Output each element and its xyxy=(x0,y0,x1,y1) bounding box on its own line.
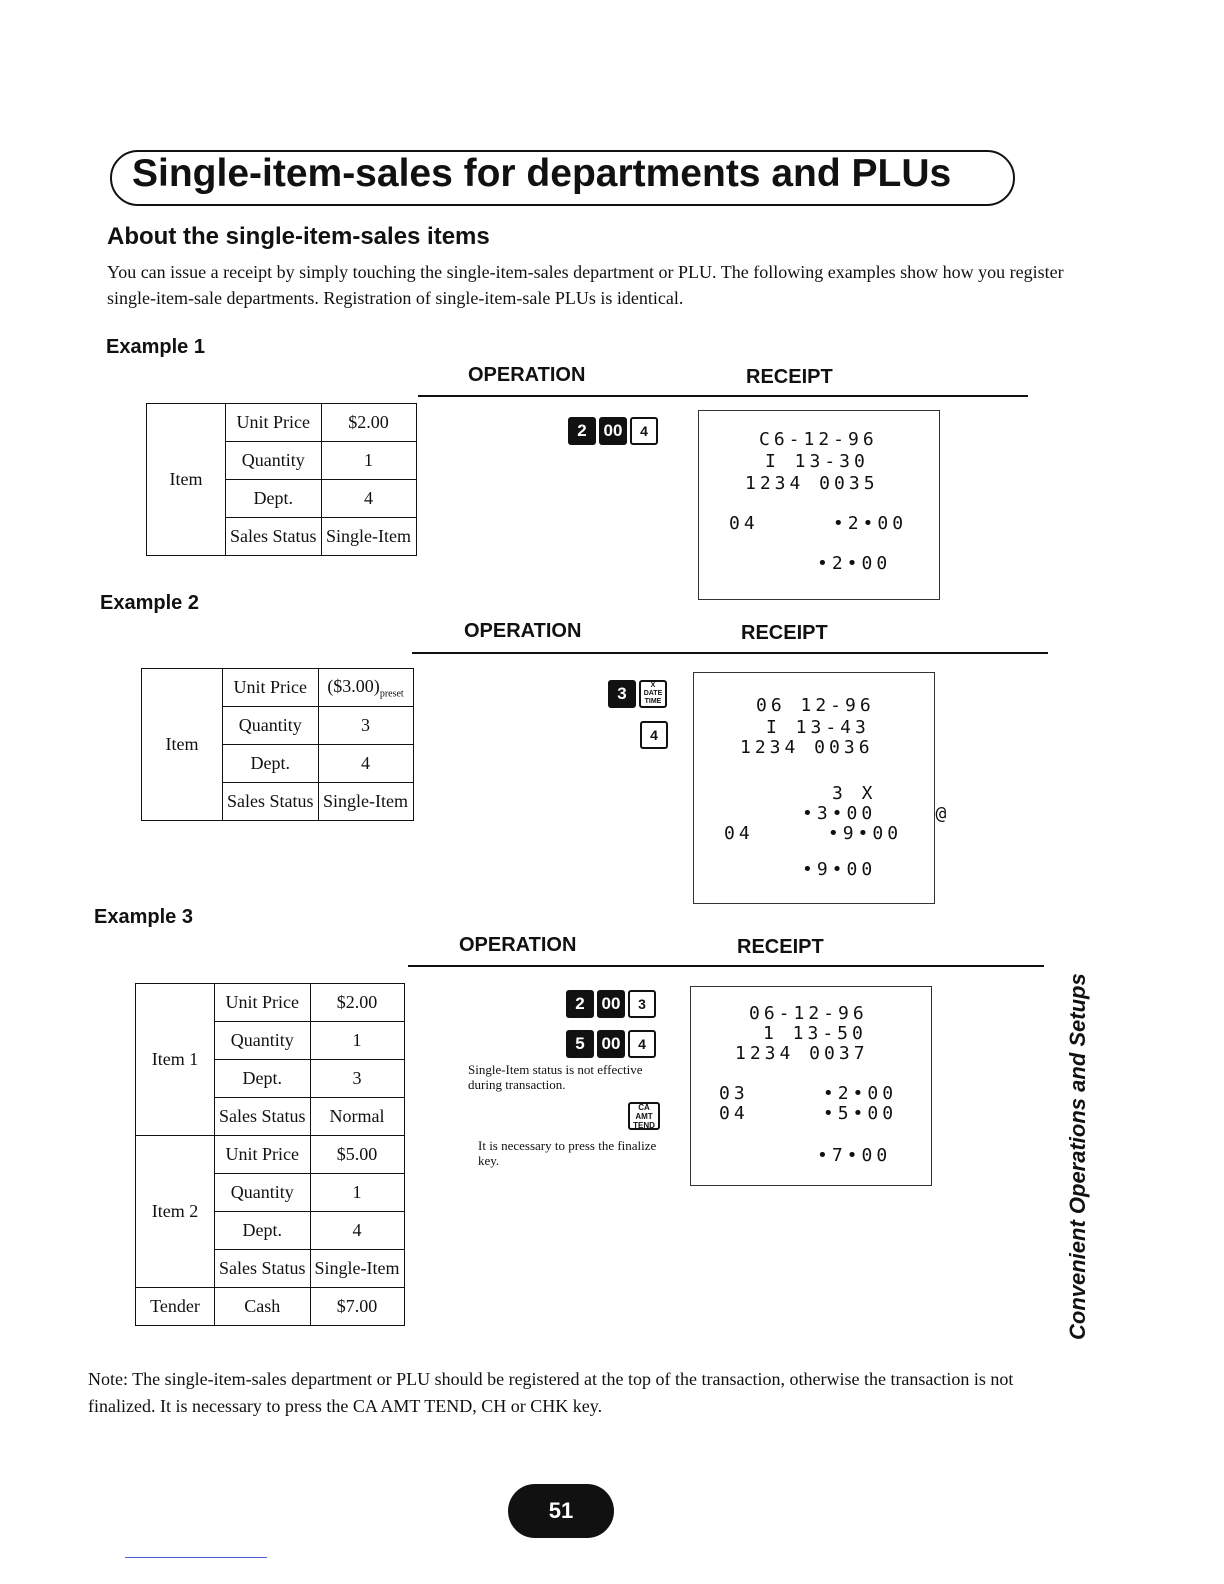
spec-key: Quantity xyxy=(223,707,319,745)
key-dept-4: 4 xyxy=(628,1030,656,1058)
spec-key: Sales Status xyxy=(223,783,319,821)
receipt-line: 1234 0037 xyxy=(735,1043,869,1064)
key-2: 2 xyxy=(568,417,596,445)
receipt-line: 1 13-50 xyxy=(763,1023,867,1044)
spec-key: Cash xyxy=(215,1288,311,1326)
receipt-total: •7•00 xyxy=(817,1145,892,1166)
receipt-line: 3 X xyxy=(832,783,877,804)
receipt-line: 1234 0035 xyxy=(745,473,879,494)
spec-key: Quantity xyxy=(226,442,322,480)
key-3: 3 xyxy=(608,680,636,708)
ex1-receipt-heading: RECEIPT xyxy=(746,366,833,388)
spec-key: Sales Status xyxy=(215,1250,311,1288)
ex3-header-rule xyxy=(408,965,1044,967)
ex2-key-sequence-2 xyxy=(640,721,668,749)
receipt-line: I 13-43 xyxy=(766,717,870,738)
key-5: 5 xyxy=(566,1030,594,1058)
ex1-spec-table xyxy=(146,403,417,556)
ex2-header-rule xyxy=(412,652,1048,654)
ex1-item-label: Item xyxy=(147,404,226,556)
key-dept-3: 3 xyxy=(628,990,656,1018)
receipt-line: 04 •2•00 xyxy=(729,513,908,534)
footer-rule xyxy=(125,1557,267,1558)
spec-key: Dept. xyxy=(223,745,319,783)
spec-value: 1 xyxy=(321,442,416,480)
spec-value: 1 xyxy=(310,1174,404,1212)
spec-key: Unit Price xyxy=(215,1136,311,1174)
ex1-receipt xyxy=(698,410,940,600)
spec-key: Unit Price xyxy=(226,404,322,442)
ex2-receipt xyxy=(693,672,951,904)
receipt-line: I 13-30 xyxy=(765,451,869,472)
ex3-key-sequence-3 xyxy=(628,1102,660,1130)
spec-value: $7.00 xyxy=(310,1288,404,1326)
ex3-receipt-heading: RECEIPT xyxy=(737,936,824,958)
spec-value: $2.00 xyxy=(310,984,404,1022)
ex1-operation-heading: OPERATION xyxy=(468,364,586,386)
spec-key: Sales Status xyxy=(226,518,322,556)
spec-value: 1 xyxy=(310,1022,404,1060)
key-00: 00 xyxy=(597,1030,625,1058)
ex3-note-single-item: Single-Item status is not effective during transaction. xyxy=(468,1062,643,1092)
ex3-operation-heading: OPERATION xyxy=(459,934,577,956)
spec-key: Dept. xyxy=(215,1060,311,1098)
preset-value: ($3.00) xyxy=(327,675,380,696)
spec-key: Dept. xyxy=(215,1212,311,1250)
spec-value: 4 xyxy=(321,480,416,518)
spec-value: Single-Item xyxy=(321,518,416,556)
ex1-key-sequence xyxy=(568,417,658,445)
key-00: 00 xyxy=(599,417,627,445)
receipt-line: 03 •2•00 xyxy=(719,1083,898,1104)
section-heading: About the single-item-sales items xyxy=(107,223,490,250)
spec-value: 3 xyxy=(310,1060,404,1098)
key-dept-4: 4 xyxy=(640,721,668,749)
spec-key: Quantity xyxy=(215,1174,311,1212)
ex2-receipt-heading: RECEIPT xyxy=(741,622,828,644)
receipt-total: •9•00 xyxy=(802,859,877,880)
receipt-line: 06 12-96 xyxy=(756,695,875,716)
side-section-label: Convenient Operations and Setups xyxy=(1065,973,1090,1340)
receipt-line: 04 •5•00 xyxy=(719,1103,898,1124)
receipt-line: •3•00 @ xyxy=(802,803,951,824)
ex3-note-finalize: It is necessary to press the finalize key. xyxy=(478,1138,657,1168)
key-dept-4: 4 xyxy=(630,417,658,445)
ex2-operation-heading: OPERATION xyxy=(464,620,582,642)
spec-value xyxy=(318,669,413,707)
ex2-key-sequence-1 xyxy=(608,680,667,708)
spec-key: Unit Price xyxy=(215,984,311,1022)
receipt-total: •2•00 xyxy=(817,553,892,574)
page-title: Single-item-sales for departments and PLUs xyxy=(132,152,952,195)
spec-key: Sales Status xyxy=(215,1098,311,1136)
spec-value: Single-Item xyxy=(310,1250,404,1288)
receipt-line: 1234 0036 xyxy=(740,737,874,758)
example-3-label: Example 3 xyxy=(94,906,193,928)
spec-value: Single-Item xyxy=(318,783,413,821)
key-ca-amt-tend: CA AMT TEND xyxy=(628,1102,660,1130)
ex1-header-rule xyxy=(418,395,1028,397)
spec-value: Normal xyxy=(310,1098,404,1136)
ex3-spec-table xyxy=(135,983,405,1326)
ex2-item-label: Item xyxy=(142,669,223,821)
receipt-line: 04 •9•00 xyxy=(724,823,903,844)
ex3-receipt xyxy=(690,986,932,1186)
spec-value: 3 xyxy=(318,707,413,745)
key-multiply-date-time: X DATE TIME xyxy=(639,680,667,708)
ex3-tender-label: Tender xyxy=(136,1288,215,1326)
spec-key: Quantity xyxy=(215,1022,311,1060)
receipt-line: C6-12-96 xyxy=(759,429,878,450)
spec-key: Dept. xyxy=(226,480,322,518)
spec-key: Unit Price xyxy=(223,669,319,707)
ex2-spec-table xyxy=(141,668,414,821)
intro-paragraph: You can issue a receipt by simply touching the single-item-sales department or PLU. The following examples show how you register single-item-sale departments. Registration of single-item-sale PLUs is identical. xyxy=(107,262,1064,308)
receipt-line: 06-12-96 xyxy=(749,1003,868,1024)
key-00: 00 xyxy=(597,990,625,1018)
spec-value: $5.00 xyxy=(310,1136,404,1174)
key-2: 2 xyxy=(566,990,594,1018)
ex3-item1-label: Item 1 xyxy=(136,984,215,1136)
spec-value: 4 xyxy=(310,1212,404,1250)
ex3-key-sequence-2 xyxy=(566,1030,656,1058)
example-2-label: Example 2 xyxy=(100,592,199,614)
example-1-label: Example 1 xyxy=(106,336,205,358)
spec-value: 4 xyxy=(318,745,413,783)
ex3-key-sequence-1 xyxy=(566,990,656,1018)
preset-marker: preset xyxy=(379,688,404,700)
spec-value: $2.00 xyxy=(321,404,416,442)
page-number: 51 xyxy=(508,1484,614,1538)
footer-note: Note: The single-item-sales department or PLU should be registered at the top of the transaction, otherwise the transaction is not finalized. It is necessary to press the CA AMT TEND, CH or CHK key. xyxy=(88,1369,1014,1416)
ex3-item2-label: Item 2 xyxy=(136,1136,215,1288)
